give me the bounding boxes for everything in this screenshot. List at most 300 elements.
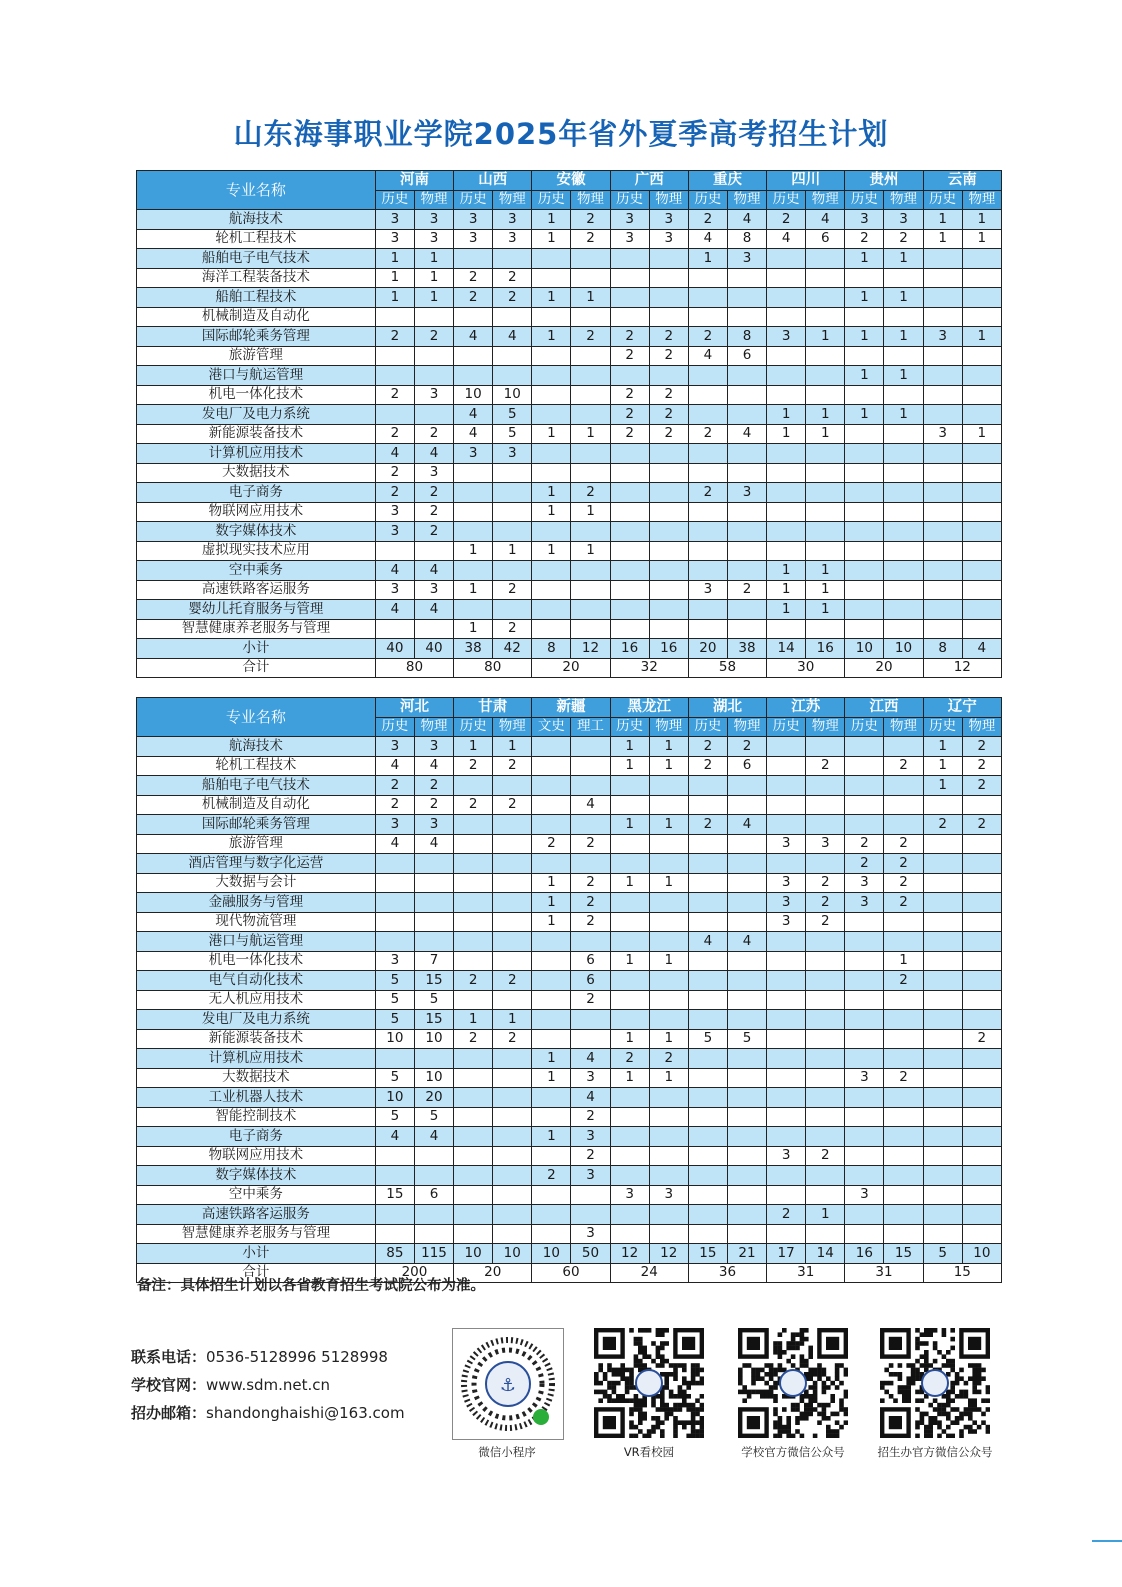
quota-cell: 2 xyxy=(493,288,532,308)
quota-cell xyxy=(375,912,414,932)
quota-cell xyxy=(610,795,649,815)
school-wechat-qr[interactable] xyxy=(738,1328,848,1438)
quota-cell xyxy=(610,912,649,932)
table-row xyxy=(137,971,1002,991)
quota-cell: 6 xyxy=(571,951,610,971)
quota-cell xyxy=(806,541,845,561)
quota-cell xyxy=(688,1205,727,1225)
subject-header: 历史 xyxy=(767,718,806,737)
quota-cell xyxy=(688,854,727,874)
quota-cell: 1 xyxy=(649,1029,688,1049)
subtotal-cell: 42 xyxy=(493,639,532,659)
quota-cell xyxy=(923,346,962,366)
major-name: 电气自动化技术 xyxy=(137,971,376,991)
province-header: 辽宁 xyxy=(923,698,1001,718)
quota-cell xyxy=(649,541,688,561)
major-name: 港口与航运管理 xyxy=(137,366,376,386)
quota-cell xyxy=(806,1185,845,1205)
mini-program-qr[interactable] xyxy=(452,1328,564,1440)
quota-cell xyxy=(923,541,962,561)
quota-cell xyxy=(610,619,649,639)
quota-cell xyxy=(610,971,649,991)
quota-cell: 5 xyxy=(414,1107,453,1127)
quota-cell xyxy=(375,854,414,874)
quota-cell xyxy=(649,795,688,815)
quota-cell xyxy=(767,951,806,971)
quota-cell xyxy=(845,737,884,757)
table-row xyxy=(137,1127,1002,1147)
quota-cell xyxy=(571,756,610,776)
quota-cell: 2 xyxy=(610,405,649,425)
quota-cell: 3 xyxy=(923,424,962,444)
quota-cell: 8 xyxy=(727,229,766,249)
subtotal-cell: 14 xyxy=(767,639,806,659)
table-row xyxy=(137,1146,1002,1166)
quota-cell: 3 xyxy=(806,834,845,854)
quota-cell xyxy=(493,502,532,522)
province-header: 重庆 xyxy=(688,171,766,191)
contact-phone xyxy=(131,1346,388,1367)
quota-cell: 2 xyxy=(727,737,766,757)
total-cell: 32 xyxy=(610,658,688,678)
quota-cell xyxy=(962,1068,1001,1088)
quota-cell xyxy=(962,1185,1001,1205)
quota-cell xyxy=(884,1205,923,1225)
major-name: 计算机应用技术 xyxy=(137,1049,376,1069)
quota-cell xyxy=(884,444,923,464)
quota-cell xyxy=(845,990,884,1010)
qr-caption: 学校官方微信公众号 xyxy=(741,1445,845,1459)
quota-cell xyxy=(727,619,766,639)
quota-cell: 1 xyxy=(806,327,845,347)
quota-cell xyxy=(962,873,1001,893)
quota-cell xyxy=(884,502,923,522)
province-header: 河北 xyxy=(375,698,453,718)
quota-cell xyxy=(845,522,884,542)
quota-cell: 1 xyxy=(806,580,845,600)
quota-cell xyxy=(688,1185,727,1205)
subtotal-cell: 16 xyxy=(649,639,688,659)
quota-cell: 1 xyxy=(962,424,1001,444)
quota-cell xyxy=(962,990,1001,1010)
quota-cell: 4 xyxy=(375,756,414,776)
table-row xyxy=(137,815,1002,835)
quota-cell: 1 xyxy=(923,776,962,796)
quota-cell xyxy=(649,990,688,1010)
quota-cell: 2 xyxy=(610,385,649,405)
quota-cell xyxy=(493,932,532,952)
quota-cell: 2 xyxy=(571,229,610,249)
subject-header: 物理 xyxy=(414,191,453,210)
quota-cell xyxy=(493,1127,532,1147)
quota-cell: 2 xyxy=(414,327,453,347)
quota-cell: 3 xyxy=(454,210,493,230)
quota-cell: 2 xyxy=(414,502,453,522)
quota-cell xyxy=(923,366,962,386)
quota-cell xyxy=(688,1088,727,1108)
table-row xyxy=(137,951,1002,971)
quota-cell xyxy=(884,1224,923,1244)
table-row xyxy=(137,1029,1002,1049)
quota-cell: 1 xyxy=(414,288,453,308)
quota-cell: 2 xyxy=(688,737,727,757)
quota-cell xyxy=(962,541,1001,561)
subject-header: 物理 xyxy=(649,718,688,737)
quota-cell xyxy=(649,307,688,327)
quota-cell: 4 xyxy=(454,424,493,444)
quota-cell xyxy=(884,561,923,581)
subject-header: 历史 xyxy=(375,191,414,210)
major-name: 空中乘务 xyxy=(137,561,376,581)
quota-cell xyxy=(454,815,493,835)
quota-cell xyxy=(610,834,649,854)
quota-cell xyxy=(454,502,493,522)
quota-cell xyxy=(962,561,1001,581)
table-row xyxy=(137,776,1002,796)
major-name: 发电厂及电力系统 xyxy=(137,1010,376,1030)
quota-cell xyxy=(414,366,453,386)
quota-cell xyxy=(962,854,1001,874)
quota-cell xyxy=(884,385,923,405)
quota-cell xyxy=(493,893,532,913)
total-cell: 24 xyxy=(610,1263,688,1283)
quota-cell xyxy=(962,444,1001,464)
quota-cell xyxy=(532,1088,571,1108)
quota-cell: 3 xyxy=(649,210,688,230)
quota-cell: 2 xyxy=(806,893,845,913)
quota-cell xyxy=(454,1146,493,1166)
province-header: 黑龙江 xyxy=(610,698,688,718)
quota-cell xyxy=(688,912,727,932)
province-header: 广西 xyxy=(610,171,688,191)
quota-cell: 3 xyxy=(493,229,532,249)
major-name: 航海技术 xyxy=(137,737,376,757)
quota-cell xyxy=(727,1010,766,1030)
major-name: 机械制造及自动化 xyxy=(137,795,376,815)
province-header: 新疆 xyxy=(532,698,610,718)
quota-cell xyxy=(649,619,688,639)
quota-cell: 4 xyxy=(375,600,414,620)
quota-cell xyxy=(375,366,414,386)
subject-header: 物理 xyxy=(884,718,923,737)
major-name: 国际邮轮乘务管理 xyxy=(137,327,376,347)
subject-header: 物理 xyxy=(493,191,532,210)
quota-cell xyxy=(610,854,649,874)
quota-cell: 4 xyxy=(414,561,453,581)
major-name: 智慧健康养老服务与管理 xyxy=(137,1224,376,1244)
quota-cell: 1 xyxy=(532,210,571,230)
quota-cell xyxy=(727,502,766,522)
quota-cell xyxy=(806,776,845,796)
quota-cell: 1 xyxy=(649,951,688,971)
quota-cell xyxy=(923,893,962,913)
admission-wechat-qr[interactable] xyxy=(880,1328,990,1438)
table-row xyxy=(137,424,1002,444)
quota-cell: 1 xyxy=(767,600,806,620)
quota-cell xyxy=(767,541,806,561)
quota-cell xyxy=(923,561,962,581)
quota-cell xyxy=(962,502,1001,522)
quota-cell xyxy=(923,1010,962,1030)
quota-cell xyxy=(962,1107,1001,1127)
quota-cell: 2 xyxy=(688,424,727,444)
quota-cell xyxy=(454,463,493,483)
major-name: 高速铁路客运服务 xyxy=(137,1205,376,1225)
quota-cell xyxy=(454,1127,493,1147)
quota-cell xyxy=(767,1088,806,1108)
quota-cell: 2 xyxy=(414,522,453,542)
quota-cell: 1 xyxy=(454,541,493,561)
quota-cell: 2 xyxy=(884,873,923,893)
quota-cell xyxy=(727,1068,766,1088)
table-row xyxy=(137,444,1002,464)
quota-cell xyxy=(923,580,962,600)
quota-cell: 3 xyxy=(571,1068,610,1088)
quota-cell: 4 xyxy=(454,405,493,425)
quota-cell xyxy=(727,522,766,542)
quota-cell xyxy=(414,619,453,639)
quota-cell xyxy=(532,405,571,425)
subtotal-cell: 115 xyxy=(414,1244,453,1264)
quota-cell xyxy=(767,1010,806,1030)
quota-cell xyxy=(806,737,845,757)
quota-cell: 10 xyxy=(493,385,532,405)
quota-cell xyxy=(767,268,806,288)
quota-cell xyxy=(649,463,688,483)
quota-cell xyxy=(688,307,727,327)
quota-cell xyxy=(845,463,884,483)
quota-cell: 5 xyxy=(375,990,414,1010)
quota-cell xyxy=(845,1010,884,1030)
quota-cell xyxy=(727,893,766,913)
quota-cell xyxy=(610,600,649,620)
major-name: 航海技术 xyxy=(137,210,376,230)
subtotal-cell: 38 xyxy=(727,639,766,659)
quota-cell xyxy=(649,1010,688,1030)
quota-cell: 2 xyxy=(571,483,610,503)
quota-cell xyxy=(962,249,1001,269)
quota-cell xyxy=(727,1049,766,1069)
quota-cell: 5 xyxy=(688,1029,727,1049)
quota-cell xyxy=(532,737,571,757)
total-cell: 30 xyxy=(767,658,845,678)
major-name: 数字媒体技术 xyxy=(137,1166,376,1186)
subject-header: 物理 xyxy=(806,191,845,210)
quota-cell xyxy=(493,1107,532,1127)
subtotal-cell: 4 xyxy=(962,639,1001,659)
page-title: 山东海事职业学院2025年省外夏季高考招生计划 xyxy=(233,117,889,151)
subject-header: 物理 xyxy=(414,718,453,737)
quota-cell: 1 xyxy=(532,483,571,503)
quota-cell xyxy=(923,951,962,971)
quota-cell xyxy=(962,346,1001,366)
subtotal-cell: 40 xyxy=(414,639,453,659)
table-row xyxy=(137,541,1002,561)
quota-cell xyxy=(414,1205,453,1225)
quota-cell: 2 xyxy=(962,756,1001,776)
quota-cell: 3 xyxy=(375,951,414,971)
quota-cell xyxy=(884,463,923,483)
quota-cell xyxy=(532,795,571,815)
quota-cell xyxy=(845,619,884,639)
quota-cell: 3 xyxy=(375,210,414,230)
quota-cell: 1 xyxy=(454,619,493,639)
quota-cell: 8 xyxy=(727,327,766,347)
quota-cell: 3 xyxy=(845,1185,884,1205)
quota-cell xyxy=(454,776,493,796)
quota-cell xyxy=(884,619,923,639)
subject-header: 历史 xyxy=(845,718,884,737)
quota-cell xyxy=(845,1146,884,1166)
quota-cell: 3 xyxy=(767,873,806,893)
quota-cell xyxy=(532,990,571,1010)
table-row xyxy=(137,580,1002,600)
quota-cell xyxy=(571,405,610,425)
quota-cell: 2 xyxy=(845,834,884,854)
quota-cell: 3 xyxy=(727,483,766,503)
major-name: 旅游管理 xyxy=(137,834,376,854)
quota-cell xyxy=(493,463,532,483)
quota-cell xyxy=(649,893,688,913)
quota-cell: 1 xyxy=(493,541,532,561)
quota-cell: 2 xyxy=(923,815,962,835)
quota-cell: 3 xyxy=(767,893,806,913)
quota-cell: 1 xyxy=(845,249,884,269)
quota-cell: 1 xyxy=(414,268,453,288)
quota-cell xyxy=(923,1166,962,1186)
total-cell: 31 xyxy=(767,1263,845,1283)
quota-cell xyxy=(532,366,571,386)
subtotal-cell: 10 xyxy=(884,639,923,659)
quota-cell xyxy=(727,307,766,327)
quota-cell xyxy=(375,873,414,893)
table-row xyxy=(137,932,1002,952)
quota-cell: 1 xyxy=(532,1068,571,1088)
quota-cell xyxy=(962,1010,1001,1030)
quota-cell: 3 xyxy=(454,444,493,464)
quota-cell: 1 xyxy=(962,327,1001,347)
quota-cell xyxy=(688,1068,727,1088)
quota-cell xyxy=(962,971,1001,991)
quota-cell xyxy=(532,463,571,483)
quota-cell xyxy=(571,1010,610,1030)
subject-header: 历史 xyxy=(688,718,727,737)
quota-cell: 5 xyxy=(493,405,532,425)
subtotal-cell: 40 xyxy=(375,639,414,659)
quota-cell xyxy=(767,1068,806,1088)
quota-cell xyxy=(923,385,962,405)
quota-cell xyxy=(649,483,688,503)
quota-cell: 3 xyxy=(649,1185,688,1205)
quota-cell xyxy=(571,580,610,600)
table-row xyxy=(137,210,1002,230)
quota-cell xyxy=(688,1127,727,1147)
quota-cell xyxy=(962,385,1001,405)
quota-cell xyxy=(688,600,727,620)
quota-cell xyxy=(962,1166,1001,1186)
quota-cell: 4 xyxy=(688,346,727,366)
quota-cell xyxy=(493,776,532,796)
quota-cell xyxy=(727,405,766,425)
quota-cell xyxy=(923,1127,962,1147)
total-label: 合计 xyxy=(137,1263,376,1283)
total-label: 合计 xyxy=(137,658,376,678)
vr-campus-qr[interactable] xyxy=(594,1328,704,1438)
quota-cell: 2 xyxy=(962,776,1001,796)
quota-cell xyxy=(688,463,727,483)
quota-cell xyxy=(454,1166,493,1186)
quota-cell: 1 xyxy=(884,366,923,386)
quota-cell: 1 xyxy=(845,366,884,386)
quota-cell xyxy=(727,600,766,620)
quota-cell: 1 xyxy=(767,424,806,444)
quota-cell: 4 xyxy=(414,834,453,854)
quota-cell xyxy=(884,522,923,542)
table-row xyxy=(137,834,1002,854)
quota-cell xyxy=(454,522,493,542)
website-value[interactable]: www.sdm.net.cn xyxy=(206,1376,331,1394)
total-cell: 80 xyxy=(454,658,532,678)
quota-cell xyxy=(649,1205,688,1225)
quota-cell xyxy=(688,834,727,854)
quota-cell xyxy=(610,444,649,464)
quota-cell: 2 xyxy=(375,483,414,503)
quota-cell xyxy=(962,366,1001,386)
table-row xyxy=(137,385,1002,405)
quota-cell xyxy=(375,893,414,913)
quota-cell xyxy=(845,444,884,464)
quota-cell: 1 xyxy=(454,580,493,600)
email-value[interactable]: shandonghaishi@163.com xyxy=(206,1404,405,1422)
quota-cell: 2 xyxy=(649,385,688,405)
quota-cell: 2 xyxy=(414,776,453,796)
quota-cell: 2 xyxy=(375,385,414,405)
quota-cell xyxy=(610,366,649,386)
quota-cell xyxy=(923,307,962,327)
quota-cell: 1 xyxy=(884,288,923,308)
quota-cell: 4 xyxy=(454,327,493,347)
quota-cell xyxy=(454,932,493,952)
quota-cell xyxy=(688,971,727,991)
quota-cell xyxy=(923,502,962,522)
quota-cell xyxy=(375,1166,414,1186)
quota-cell: 4 xyxy=(493,327,532,347)
quota-cell xyxy=(571,1185,610,1205)
quota-cell xyxy=(727,912,766,932)
quota-cell xyxy=(414,873,453,893)
major-name: 数字媒体技术 xyxy=(137,522,376,542)
quota-cell xyxy=(884,1010,923,1030)
quota-cell xyxy=(454,854,493,874)
quota-cell xyxy=(962,288,1001,308)
quota-cell xyxy=(845,776,884,796)
major-name: 海洋工程装备技术 xyxy=(137,268,376,288)
total-row xyxy=(137,658,1002,678)
province-header: 贵州 xyxy=(845,171,923,191)
quota-cell xyxy=(923,1205,962,1225)
table-row xyxy=(137,268,1002,288)
quota-cell xyxy=(532,1185,571,1205)
quota-cell xyxy=(571,1205,610,1225)
quota-cell xyxy=(688,795,727,815)
quota-cell xyxy=(571,307,610,327)
subtotal-cell: 10 xyxy=(493,1244,532,1264)
quota-cell xyxy=(454,834,493,854)
quota-cell xyxy=(923,873,962,893)
quota-cell xyxy=(727,561,766,581)
table-row xyxy=(137,502,1002,522)
quota-cell xyxy=(532,1029,571,1049)
